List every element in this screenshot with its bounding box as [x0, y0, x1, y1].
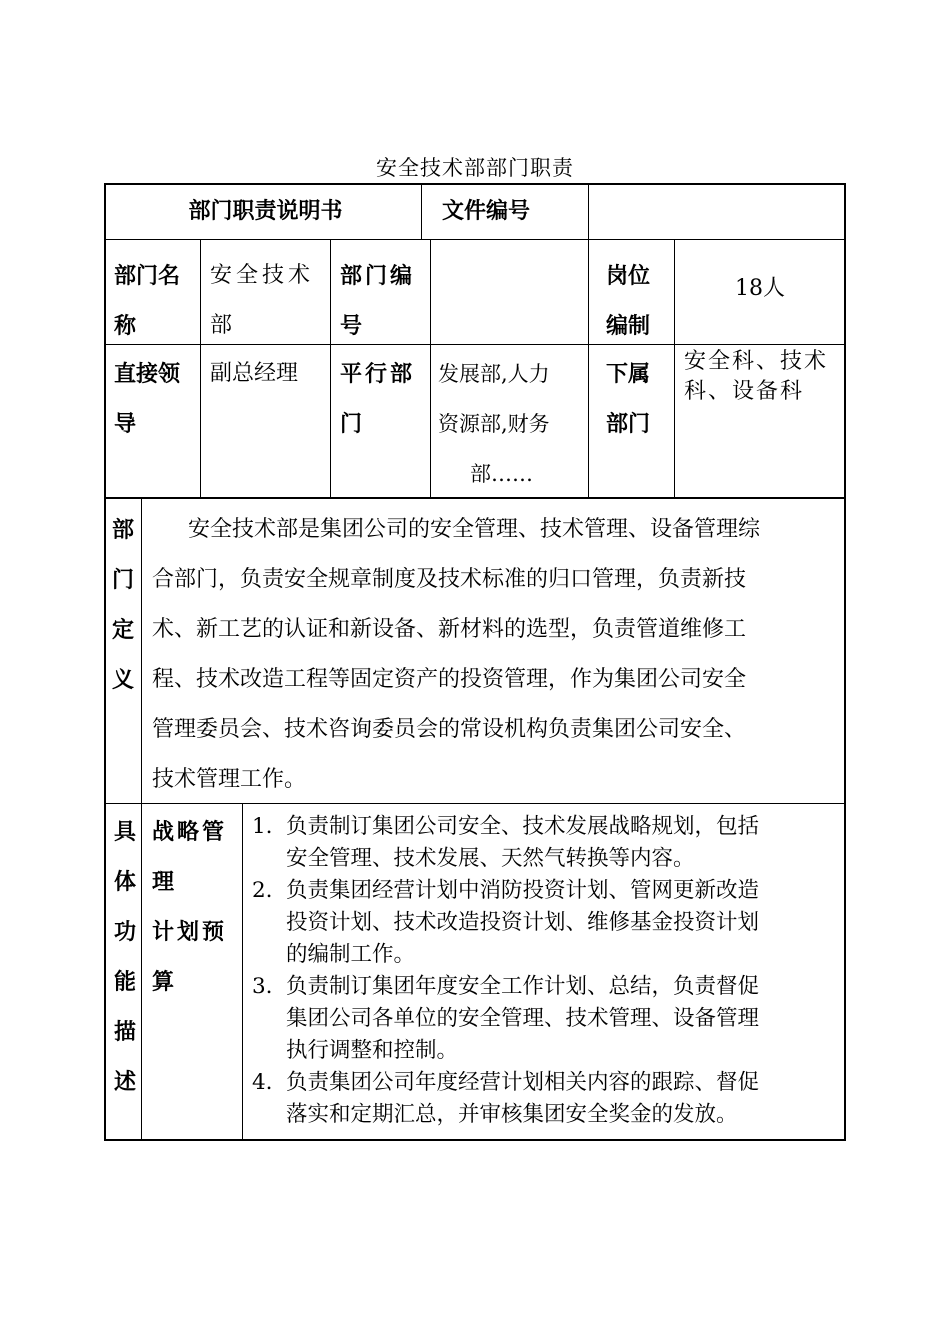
- dept-name-label: [114, 251, 180, 351]
- function-label-char: 能: [114, 969, 137, 995]
- function-label-char: 描: [114, 1019, 137, 1045]
- function-item-number: 1.: [252, 814, 273, 839]
- definition-line: 合部门，负责安全规章制度及技术标准的归口管理，负责新技: [152, 567, 747, 592]
- function-item: [252, 1067, 844, 1131]
- definition-label: [112, 505, 134, 705]
- function-item-line: 投资计划、技术改造投资计划、维修基金投资计划: [286, 910, 760, 935]
- dept-name-value-line: 安全技术: [210, 263, 315, 288]
- function-item-number: 3.: [252, 974, 273, 999]
- table-border-left: [104, 183, 106, 1141]
- function-item: [252, 811, 844, 875]
- responsibility-table: [104, 183, 846, 1141]
- strategy-label-line: 计划预: [152, 919, 228, 945]
- subordinate-dept-label: [606, 349, 650, 449]
- document-title: 安全技术部部门职责: [376, 156, 574, 180]
- file-number-value: [590, 183, 844, 239]
- definition-line: 管理委员会、技术咨询委员会的常设机构负责集团公司安全、: [152, 717, 747, 742]
- strategy-label-line: 战略管: [152, 819, 228, 845]
- dept-name-value-line: 部: [210, 313, 237, 338]
- definition-label-char: 义: [112, 667, 135, 693]
- definition-line: 安全技术部是集团公司的安全管理、技术管理、设备管理综: [188, 517, 761, 542]
- function-label-char: 功: [114, 919, 137, 945]
- col-divider-label: [141, 498, 142, 1140]
- definition-line: 技术管理工作。: [152, 767, 307, 792]
- function-item-line: 执行调整和控制。: [286, 1038, 459, 1063]
- definition-label-char: 门: [112, 567, 135, 593]
- function-item-line: 安全管理、技术发展、天然气转换等内容。: [286, 846, 695, 871]
- col-divider-4: [588, 239, 589, 498]
- col-divider-sublabel: [242, 803, 243, 1140]
- col-divider-1: [200, 239, 201, 498]
- direct-leader-label-line: 导: [114, 411, 137, 437]
- row-divider-1: [104, 239, 846, 240]
- col-divider-h2: [588, 183, 589, 240]
- dept-name-label-line: 称: [114, 313, 137, 339]
- function-item: [252, 875, 844, 971]
- parallel-dept-value-line: 资源部,财务: [438, 412, 550, 436]
- parallel-dept-label-line: 门: [340, 411, 366, 437]
- definition-line: 术、新工艺的认证和新设备、新材料的选型，负责管道维修工: [152, 617, 747, 642]
- col-divider-3: [430, 239, 431, 498]
- subordinate-dept-value: [684, 347, 828, 407]
- function-item: [252, 971, 844, 1067]
- function-label-char: 具: [114, 819, 137, 845]
- parallel-dept-value-line: 部……: [470, 462, 533, 486]
- strategy-planning-label: [152, 807, 227, 1007]
- subordinate-dept-label-line: 下属: [606, 361, 651, 387]
- table-border-right: [844, 183, 846, 1141]
- definition-text: [152, 505, 844, 805]
- direct-leader-label: [114, 349, 180, 449]
- post-quota-value: 18人: [735, 276, 785, 301]
- subordinate-dept-value-line: 科、设备科: [684, 379, 805, 404]
- function-item-line: 负责集团公司年度经营计划相关内容的跟踪、督促: [286, 1070, 760, 1095]
- function-description-label: [114, 807, 136, 1107]
- direct-leader-value: 副总经理: [210, 361, 299, 386]
- file-number-label: 文件编号: [442, 198, 531, 224]
- col-divider-2: [330, 239, 331, 498]
- post-quota-label: [606, 251, 650, 351]
- definition-line: 程、技术改造工程等固定资产的投资管理，作为集团公司安全: [152, 667, 747, 692]
- subordinate-dept-label-line: 部门: [606, 411, 651, 437]
- function-item-number: 2.: [252, 878, 273, 903]
- definition-label-char: 定: [112, 617, 135, 643]
- dept-number-label-line: 号: [340, 313, 366, 339]
- function-label-char: 体: [114, 869, 137, 895]
- parallel-dept-label-line: 平行部: [340, 361, 416, 387]
- dept-number-label: [340, 251, 415, 351]
- definition-label-char: 部: [112, 517, 135, 543]
- function-item-line: 负责制订集团年度安全工作计划、总结，负责督促: [286, 974, 760, 999]
- dept-name-label-line: 部门名: [114, 263, 181, 289]
- strategy-label-line: 算: [152, 969, 178, 995]
- strategy-label-line: 理: [152, 869, 178, 895]
- function-label-char: 述: [114, 1069, 137, 1095]
- subordinate-dept-value-line: 安全科、技术: [684, 349, 829, 374]
- parallel-dept-value-line: 发展部,人力: [438, 362, 550, 386]
- parallel-dept-value: [438, 349, 586, 499]
- col-divider-h1: [421, 183, 422, 240]
- function-item-number: 4.: [252, 1070, 273, 1095]
- parallel-dept-label: [340, 349, 415, 449]
- function-item-line: 负责制订集团公司安全、技术发展战略规划，包括: [286, 814, 760, 839]
- table-border-bottom: [104, 1139, 846, 1141]
- spec-label: 部门职责说明书: [188, 198, 343, 224]
- function-item-line: 的编制工作。: [286, 942, 416, 967]
- dept-name-value: [210, 251, 314, 351]
- function-item-line: 落实和定期汇总，并审核集团安全奖金的发放。: [286, 1102, 738, 1127]
- function-item-line: 集团公司各单位的安全管理、技术管理、设备管理: [286, 1006, 760, 1031]
- dept-number-label-line: 部门编: [340, 263, 416, 289]
- function-item-line: 负责集团经营计划中消防投资计划、管网更新改造: [286, 878, 760, 903]
- post-quota-label-line: 编制: [606, 313, 651, 339]
- function-item-list: [252, 811, 844, 1131]
- post-quota-label-line: 岗位: [606, 263, 651, 289]
- direct-leader-label-line: 直接领: [114, 361, 181, 387]
